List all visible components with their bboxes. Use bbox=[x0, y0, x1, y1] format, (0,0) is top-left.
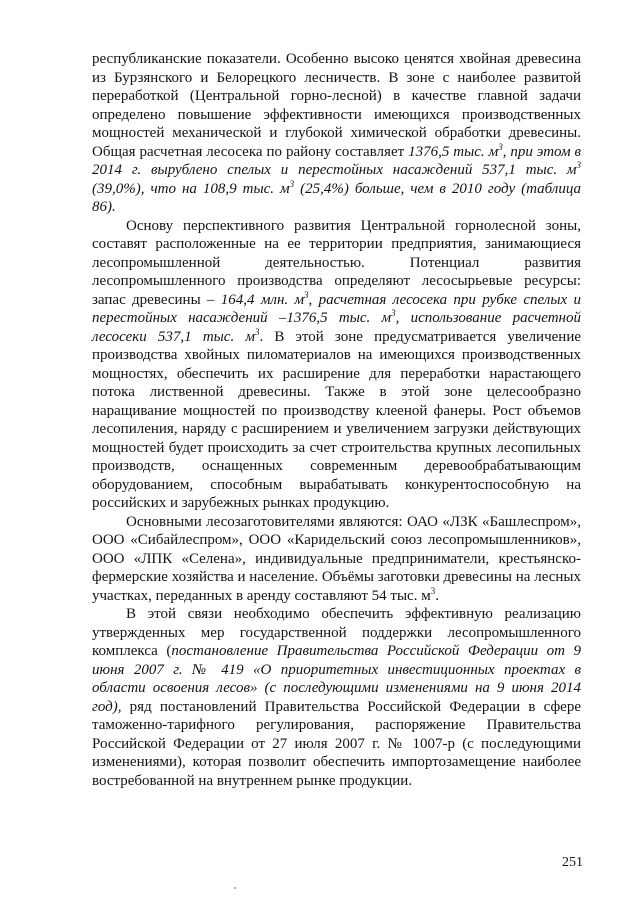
paragraph-1-text-a: республиканские показатели. Особенно высоко ценятся хвойная древесина из Бурзянского и Белорецкого лесничеств. В зоне с наиболее развитой переработкой (Центральной горно-лесной) в качестве главной задачи определено повышение эффективности имеющихся производственных мощностей механической и глубокой химической обработки древесины. Общая расчетная лесосека по району составляет bbox=[92, 51, 581, 160]
paragraph-3 bbox=[92, 513, 581, 606]
paragraph-1-text-d: (39,0%), что на 108,9 тыс. м bbox=[92, 180, 290, 197]
superscript-cubic: 3 bbox=[289, 178, 295, 189]
paragraph-2-text-e: . В этой зоне предусматривается увеличение производства хвойных пиломатериалов на имеющихся производственных мощностях, обеспечить их расширение для переработки нарастающего потока лиственной древесины. Также в этой зоне целесообразно наращивание мощностей по производству клееной фанеры. Рост объемов лесопиления, наряду с расширением и увеличением загрузки действующих мощностей будет происходить за счет строительства крупных лесопильных производств, оснащенных современным деревообрабатывающим оборудованием, способным вырабатывать конкурентоспособную на российских и зарубежных рынках продукцию. bbox=[92, 328, 581, 511]
paragraph-1-text-c: , при этом в 2014 г. вырублено спелых и перестойных насаждений 537,1 тыс. м bbox=[92, 143, 581, 178]
page-number: 251 bbox=[562, 855, 583, 870]
superscript-cubic: 3 bbox=[391, 308, 396, 318]
superscript-cubic: 3 bbox=[576, 160, 581, 170]
paragraph-4-italic-citation: постановление Правительства Российской Федерации от 9 июня 2007 г. № 419 «О приоритетных инвестиционных проектах в области освоения лесов» (с последующими изменениями на 9 июня 2014 год), bbox=[92, 643, 582, 715]
body-text bbox=[92, 50, 581, 790]
paragraph-1 bbox=[92, 50, 581, 217]
paragraph-4-text-a: В этой связи необходимо обеспечить эффективную реализацию утвержденных мер государственной поддержки лесопромышленного комплекса ( bbox=[92, 606, 581, 659]
paragraph-3-text-a: Основными лесозаготовителями являются: ОАО «ЛЗК «Башлеспром», ООО «Сибайлеспром», ООО «Каридельский союз лесопромышленников», ООО «ЛПК «Селена», индивидуальные предприниматели, крестьянско-фермерские хозяйства и население. Объёмы заготовки древесины на лесных участках, переданных в аренду составляют 54 тыс. м bbox=[92, 513, 581, 604]
paragraph-1-text-b: 1376,5 тыс. м bbox=[408, 143, 499, 160]
superscript-cubic: 3 bbox=[254, 326, 260, 337]
paragraph-4 bbox=[92, 605, 581, 790]
paragraph-2-text-a: Основу перспективного развития Центральной горнолесной зоны, составят расположенные на ее территории предприятия, занимающиеся лесопромышленной деятельностью. Потенциал развития лесопромышленного производства определяют лесосырьевые ресурсы: запас древесины – bbox=[92, 217, 581, 308]
superscript-cubic: 3 bbox=[498, 141, 503, 152]
paragraph-2-text-d: , использование расчетной лесосеки 537,1 тыс. м bbox=[92, 310, 581, 345]
superscript-cubic: 3 bbox=[430, 585, 436, 596]
paragraph-2-text-b: 164,4 млн. м bbox=[220, 291, 305, 308]
paragraph-3-text-b: . bbox=[435, 587, 439, 604]
scan-speck bbox=[234, 887, 236, 889]
paragraph-1-text-e: (25,4%) больше, чем в 2010 году (таблица 86). bbox=[92, 180, 582, 215]
paragraph-2-text-c: , расчетная лесосека при рубке спелых и перестойных насаждений –1376,5 тыс. м bbox=[92, 291, 581, 326]
paragraph-2 bbox=[92, 217, 581, 513]
paragraph-4-text-c: ряд постановлений Правительства Российской Федерации в сфере таможенно-тарифного регулирования, распоряжение Правительства Российской Федерации от 27 июля 2007 г. № 1007-р (с последующими изменениями), которая позволит обеспечить импортозамещение наиболее востребованной на внутреннем рынке продукции. bbox=[92, 698, 581, 789]
superscript-cubic: 3 bbox=[304, 289, 309, 300]
